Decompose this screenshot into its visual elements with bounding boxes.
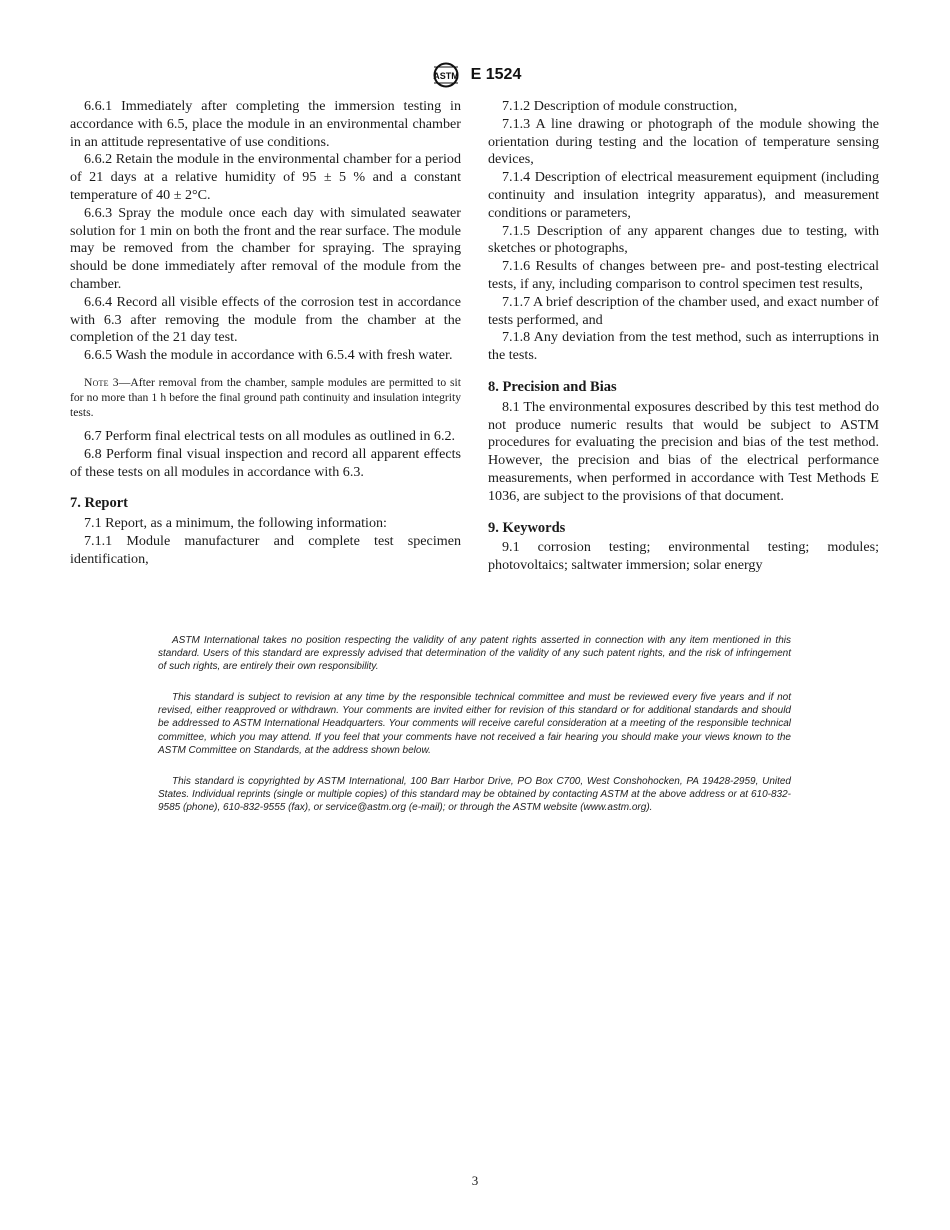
paragraph-6-7: 6.7 Perform final electrical tests on all modules as outlined in 6.2.: [84, 427, 456, 444]
paragraph-6-6-5: 6.6.5 Wash the module in accordance with 6.5.4 with fresh water.: [84, 347, 453, 364]
right-column: [488, 98, 879, 575]
revision-notice: This standard is subject to revision at any time by the responsible technical committee and must be reviewed every five years and if not revised, either reapproved or withdrawn. Your comments are invited either for revision of this standard or for additional standards and should be addressed to ASTM International Headquarters. Your comments will receive careful consideration at a meeting of the responsible technical committee, which you may attend. If you feel that your comments have not received a fair hearing you should make your views known to the ASTM Committee on Standards, at the address shown below.: [158, 692, 791, 756]
paragraph-9-1: 9.1 corrosion testing; environmental testing; modules; photovoltaics; saltwater immersion; solar energy: [488, 539, 879, 574]
svg-text:ASTM: ASTM: [432, 71, 459, 81]
paragraph-7-1-7: 7.1.7 A brief description of the chamber used, and exact number of tests performed, and: [488, 293, 879, 328]
note-label: Note 3: [84, 375, 119, 389]
note-3: [70, 375, 461, 420]
standard-designation: E 1524: [470, 66, 522, 83]
paragraph-7-1: 7.1 Report, as a minimum, the following information:: [84, 515, 387, 532]
paragraph-6-6-2: 6.6.2 Retain the module in the environmental chamber for a period of 21 days at a relative humidity of 95 ± 5 % and a constant temperature of 40 ± 2°C.: [70, 151, 461, 203]
paragraph-6-6-4: 6.6.4 Record all visible effects of the corrosion test in accordance with 6.3 after removing the module from the chamber at the completion of the 21 day test.: [70, 293, 461, 346]
paragraph-6-6-3: 6.6.3 Spray the module once each day with simulated seawater solution for 1 min on both the front and the rear surface. The module may be removed from the chamber for spraying. The spraying should be done immediately after removal of the module from the chamber.: [70, 204, 461, 292]
paragraph-7-1-5: 7.1.5 Description of any apparent changes due to testing, with sketches or photographs,: [488, 222, 879, 257]
left-column: [70, 98, 461, 569]
paragraph-8-1: 8.1 The environmental exposures described by this test method do not produce numeric results that would be subject to ASTM procedures for evaluating the precision and bias of the test method. However, the precision and bias of the electrical performance measurements, when performed in accordance with Test Methods E 1036, are subject to the provisions of that document.: [488, 398, 879, 504]
page-number: 3: [471, 1173, 479, 1188]
paragraph-7-1-1: 7.1.1 Module manufacturer and complete test specimen identification,: [70, 532, 461, 567]
copyright-notice: This standard is copyrighted by ASTM International, 100 Barr Harbor Drive, PO Box C700, West Conshohocken, PA 19428-2959, United States. Individual reprints (single or multiple copies) of this standard may be obtained by contacting ASTM at the above address or at 610-832-9585 (phone), 610-832-9555 (fax), or service@astm.org (e-mail); or through the ASTM website (www.astm.org).: [158, 775, 791, 813]
astm-logo-icon: [429, 62, 463, 88]
patent-notice: ASTM International takes no position respecting the validity of any patent rights asserted in connection with any item mentioned in this standard. Users of this standard are expressly advised that determination of the validity of any such patent rights, and the risk of infringement of such rights, are entirely their own responsibility.: [158, 635, 791, 673]
paragraph-7-1-3: 7.1.3 A line drawing or photograph of the module showing the orientation during testing and the location of temperature sensing devices,: [488, 115, 879, 168]
note-text: —After removal from the chamber, sample modules are permitted to sit for no more than 1 h before the final ground path continuity and insulation integrity tests.: [70, 375, 462, 419]
page-header: [0, 62, 950, 88]
section-7-heading: 7. Report: [70, 495, 128, 512]
paragraph-7-1-2: 7.1.2 Description of module construction,: [502, 98, 738, 114]
legal-footer: [158, 634, 791, 832]
section-8-heading: 8. Precision and Bias: [488, 378, 617, 395]
paragraph-6-6-1: 6.6.1 Immediately after completing the immersion testing in accordance with 6.5, place the module in an environmental chamber in an attitude representative of use conditions.: [70, 98, 461, 150]
section-9-heading: 9. Keywords: [488, 519, 566, 536]
paragraph-6-8: 6.8 Perform final visual inspection and record all apparent effects of these tests on all modules in accordance with 6.3.: [70, 445, 461, 480]
paragraph-7-1-4: 7.1.4 Description of electrical measurement equipment (including continuity and insulation integrity apparatus), and measurement conditions or parameters,: [488, 169, 879, 221]
paragraph-7-1-8: 7.1.8 Any deviation from the test method, such as interruptions in the tests.: [488, 329, 879, 364]
paragraph-7-1-6: 7.1.6 Results of changes between pre- and post-testing electrical tests, if any, including comparison to control specimen test results,: [488, 258, 879, 292]
